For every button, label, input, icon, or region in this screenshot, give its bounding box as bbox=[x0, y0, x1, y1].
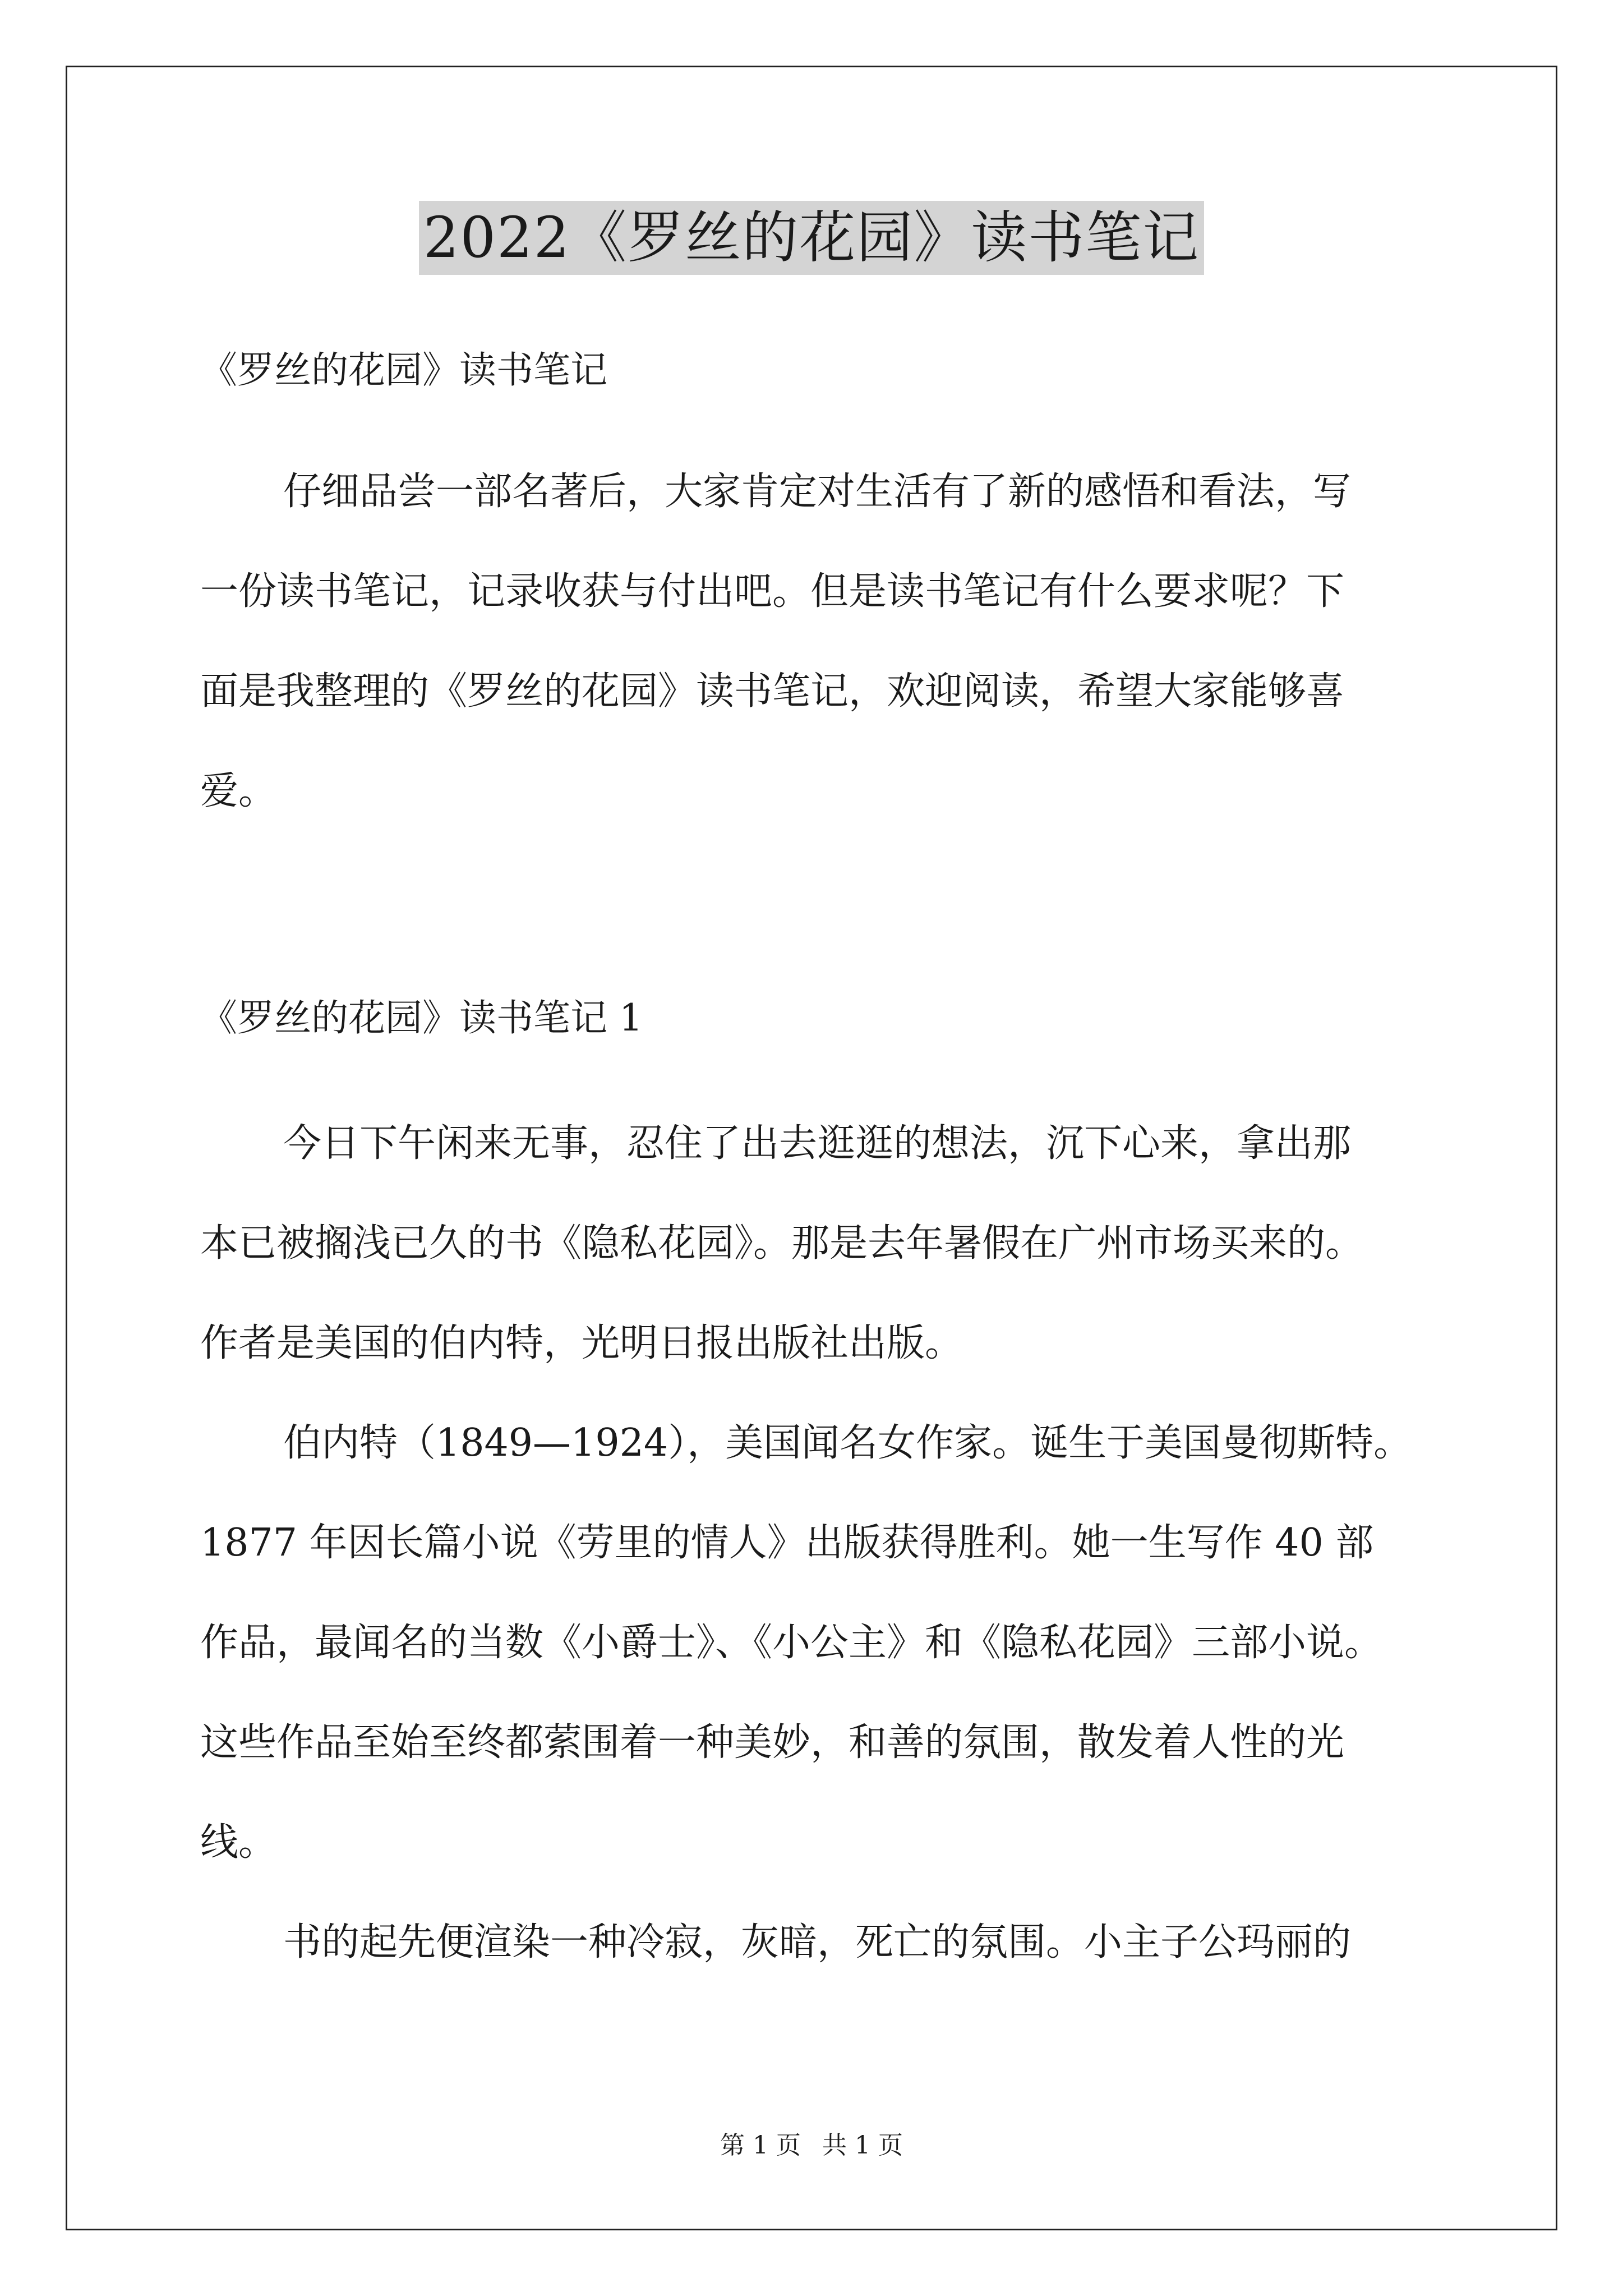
intro-paragraph bbox=[200, 442, 1456, 841]
paragraph-line: 线。 bbox=[200, 1820, 277, 1865]
paragraph-line: 书的起先便渲染一种冷寂，灰暗，死亡的氛围。小主子公玛丽的 bbox=[283, 1920, 1352, 1964]
section-1-paragraph-1 bbox=[200, 1094, 1456, 1393]
section-1-paragraph-2 bbox=[200, 1393, 1456, 1893]
section-1-paragraph-3 bbox=[200, 1893, 1456, 1993]
document-title: 2022《罗丝的花园》读书笔记 bbox=[419, 201, 1205, 275]
section-1-heading: 《罗丝的花园》读书笔记 1 bbox=[200, 996, 643, 1039]
intro-subheading: 《罗丝的花园》读书笔记 bbox=[200, 348, 607, 392]
paragraph-line: 面是我整理的《罗丝的花园》读书笔记，欢迎阅读，希望大家能够喜 bbox=[200, 669, 1345, 714]
page-number-current: 第 1 页 bbox=[720, 2131, 801, 2160]
title-container bbox=[0, 201, 1623, 275]
paragraph-line: 伯内特（1849—1924），美国闻名女作家。诞生于美国曼彻斯特。 bbox=[283, 1421, 1412, 1465]
paragraph-line: 今日下午闲来无事，忍住了出去逛逛的想法，沉下心来，拿出那 bbox=[283, 1121, 1352, 1166]
paragraph-line: 作品，最闻名的当数《小爵士》、《小公主》和《隐私花园》三部小说。 bbox=[200, 1621, 1383, 1665]
paragraph-line: 爱。 bbox=[200, 769, 277, 813]
paragraph-line: 1877 年因长篇小说《劳里的情人》出版获得胜利。她一生写作 40 部 bbox=[200, 1521, 1374, 1565]
page-number-total: 共 1 页 bbox=[822, 2131, 903, 2160]
paragraph-line: 一份读书笔记，记录收获与付出吧。但是读书笔记有什么要求呢？下 bbox=[200, 569, 1345, 614]
page-footer bbox=[0, 2129, 1623, 2162]
paragraph-line: 本已被搁浅已久的书《隐私花园》。那是去年暑假在广州市场买来的。 bbox=[200, 1221, 1364, 1266]
paragraph-line: 仔细品尝一部名著后，大家肯定对生活有了新的感悟和看法，写 bbox=[283, 470, 1352, 514]
paragraph-line: 这些作品至始至终都萦围着一种美妙，和善的氛围，散发着人性的光 bbox=[200, 1720, 1345, 1765]
paragraph-line: 作者是美国的伯内特，光明日报出版社出版。 bbox=[200, 1321, 963, 1365]
